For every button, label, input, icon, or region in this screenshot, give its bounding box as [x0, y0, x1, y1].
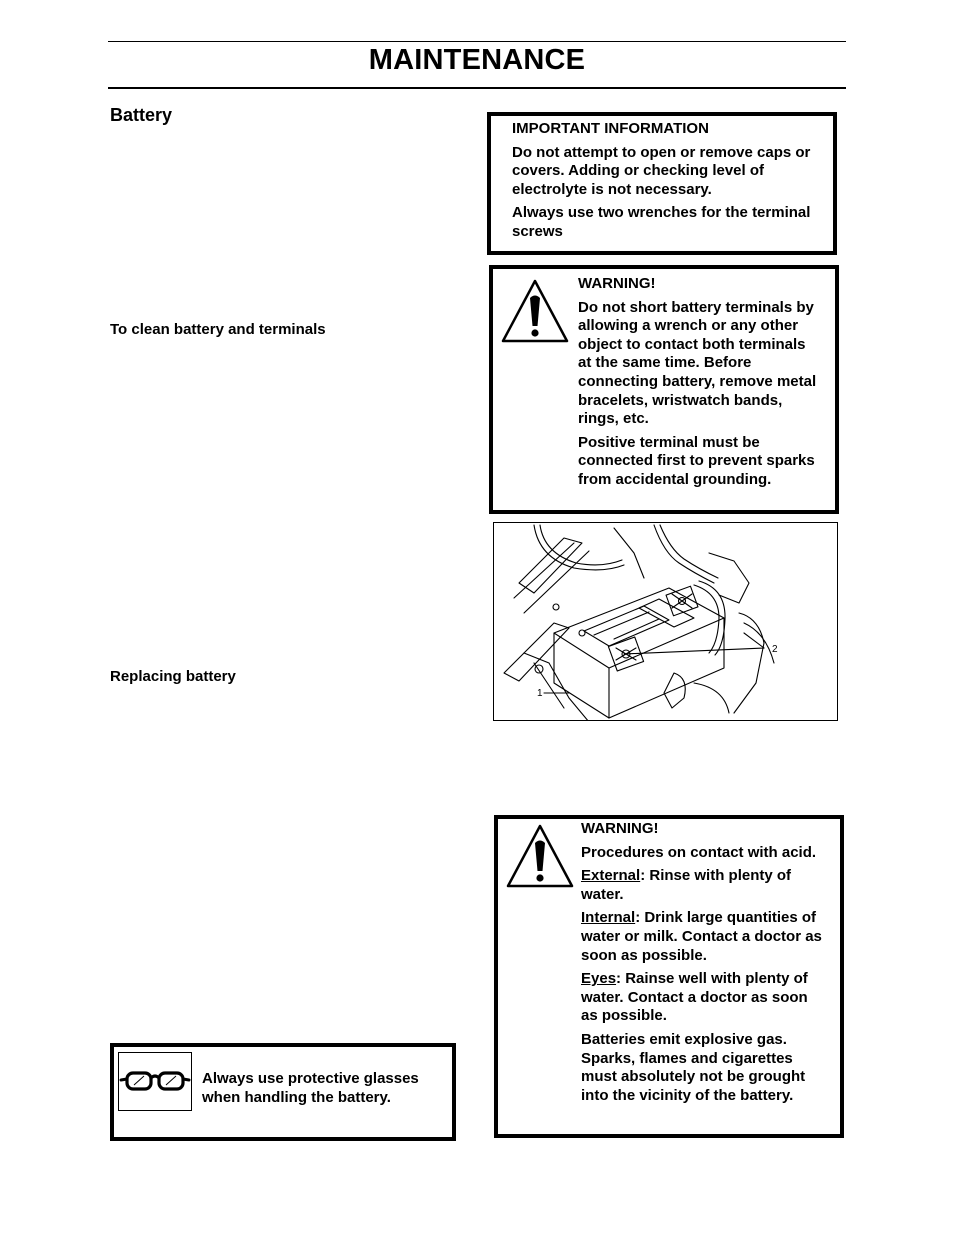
warning2-text-gas: Batteries emit explosive gas. Sparks, flames and cigarettes must absolutely not be grought into the vicinity of the battery. [581, 1030, 806, 1104]
warning-triangle-icon [500, 278, 570, 344]
protective-glasses-icon [119, 1053, 191, 1110]
battery-illustration [493, 522, 838, 721]
protective-glasses-box [110, 1043, 456, 1141]
glasses-text: Always use protective glasses when handling the battery. [202, 1070, 419, 1106]
internal-label: Internal [581, 909, 636, 927]
warning2-internal [581, 909, 826, 965]
warning1-text-short: Do not short battery terminals by allowing a wrench or any other object to contact both terminals at the same time. Before connecting battery, remove metal bracelets, wristwatch bands, rings, etc. [578, 298, 817, 428]
external-label: External [581, 867, 641, 885]
section-heading-battery: Battery [110, 105, 173, 125]
subheading-replacing-battery: Replacing battery [110, 668, 236, 685]
page-title: MAINTENANCE [368, 44, 586, 76]
warning-triangle-icon [505, 823, 575, 889]
figure-callout-2: 2 [772, 644, 778, 655]
warning2-title: WARNING! [581, 820, 659, 837]
glasses-icon-frame [118, 1052, 192, 1111]
subheading-clean-battery: To clean battery and terminals [110, 321, 326, 338]
warning2-eyes [581, 970, 826, 1026]
eyes-text: : Rainse well with plenty of water. Contact a doctor as soon as possible. [581, 970, 808, 1025]
eyes-label: Eyes [581, 970, 617, 988]
important-information-box [487, 112, 837, 255]
header-top-rule [108, 41, 846, 42]
figure-callout-1: 1 [537, 688, 543, 699]
warning-box-terminals [489, 265, 839, 514]
important-title: IMPORTANT INFORMATION [512, 120, 709, 137]
important-text-caps: Do not attempt to open or remove caps or covers. Adding or checking level of electrolyte is not necessary. [512, 143, 811, 198]
external-text: : Rinse with plenty of water. [581, 867, 792, 903]
warning-box-acid [494, 815, 844, 1138]
header-bottom-rule [108, 87, 846, 89]
warning1-title: WARNING! [578, 275, 656, 292]
warning2-external [581, 867, 826, 904]
internal-text: : Drink large quantities of water or milk. Contact a doctor as soon as possible. [581, 909, 822, 964]
warning2-text-procedures: Procedures on contact with acid. [581, 843, 817, 861]
important-text-wrenches: Always use two wrenches for the terminal screws [512, 204, 811, 240]
warning1-text-positive: Positive terminal must be connected first to prevent sparks from accidental grounding. [578, 433, 815, 488]
